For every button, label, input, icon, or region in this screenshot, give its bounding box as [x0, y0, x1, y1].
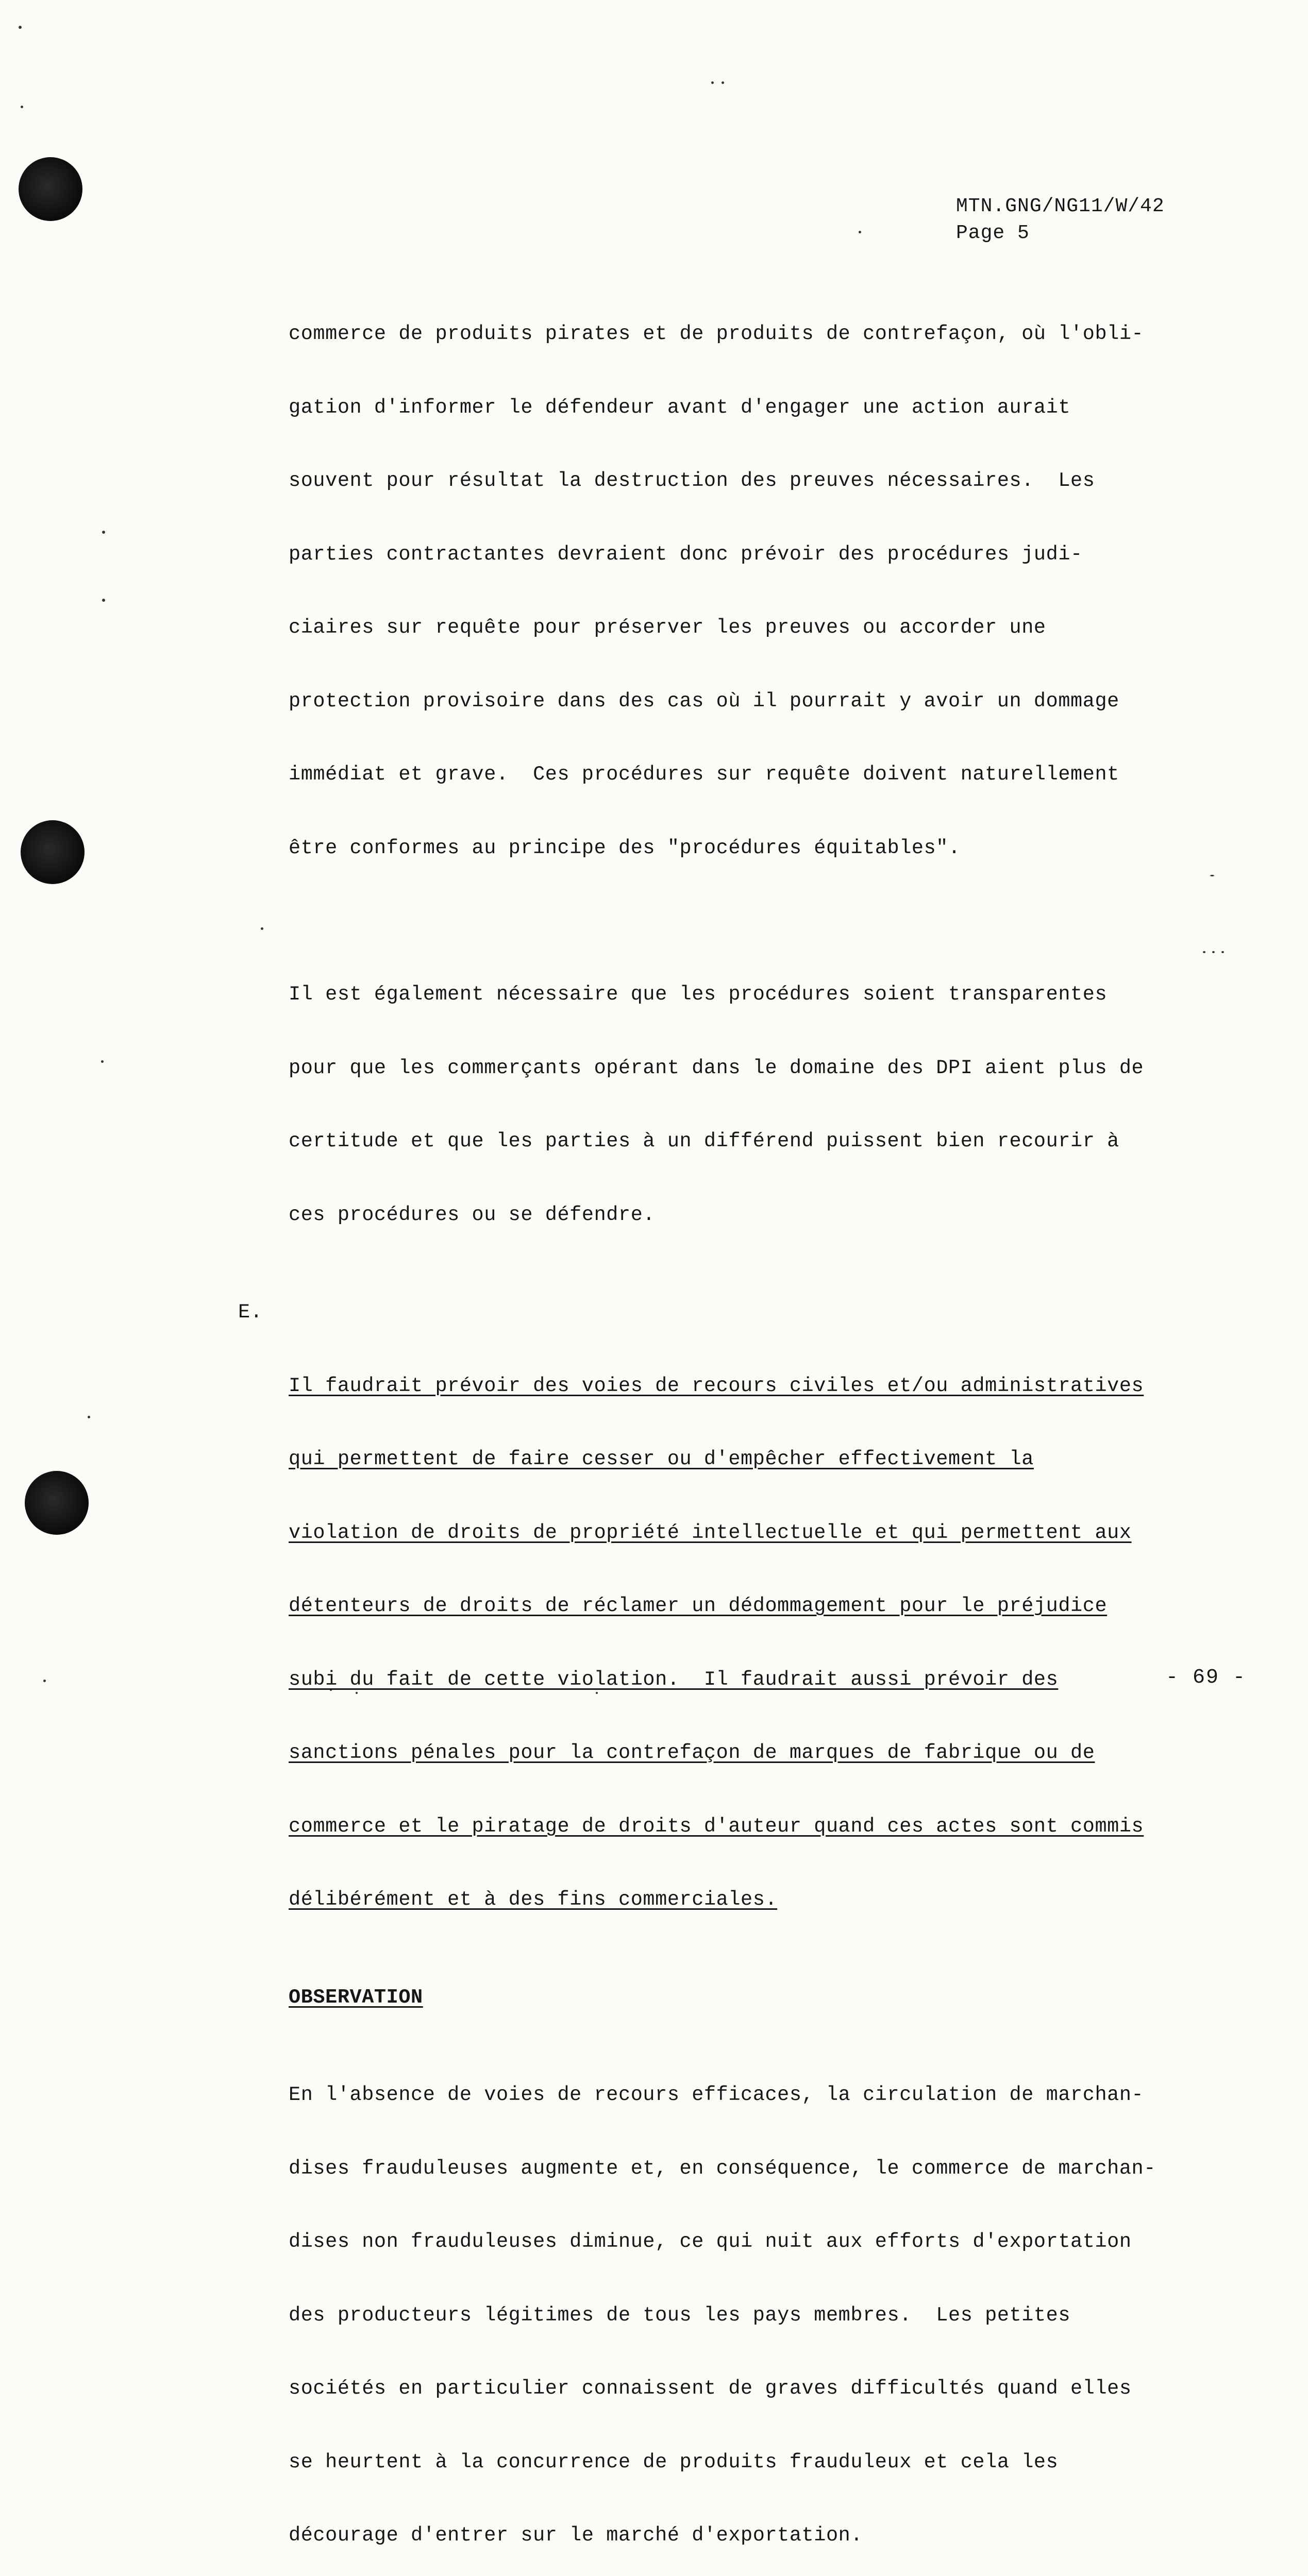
- text-line: En l'absence de voies de recours efficaces, la circulation de marchan-: [289, 2083, 1144, 2106]
- text-line: ces procédures ou se défendre.: [289, 1203, 656, 1226]
- page-label: Page 5: [956, 222, 1030, 244]
- text-line: dises non frauduleuses diminue, ce qui nuit aux efforts d'exportation: [289, 2230, 1132, 2253]
- scan-speck: [1210, 875, 1214, 876]
- scan-speck: [859, 231, 861, 233]
- scan-speck: [722, 81, 724, 84]
- scan-speck: [19, 26, 22, 29]
- scan-speck: [102, 531, 105, 534]
- text-line: dises frauduleuses augmente et, en conséquence, le commerce de marchan-: [289, 2157, 1156, 2180]
- underlined-line: qui permettent de faire cesser ou d'empêcher effectivement la: [289, 1448, 1034, 1470]
- text-line: souvent pour résultat la destruction des preuves nécessaires. Les: [289, 469, 1095, 492]
- text-line: certitude et que les parties à un différend puissent bien recourir à: [289, 1130, 1119, 1153]
- underlined-line: détenteurs de droits de réclamer un dédommagement pour le préjudice: [289, 1595, 1108, 1617]
- text-line: parties contractantes devraient donc prévoir des procédures judi-: [289, 543, 1083, 566]
- text-line: se heurtent à la concurrence de produits frauduleux et cela les: [289, 2450, 1059, 2473]
- scan-speck: [43, 1680, 46, 1682]
- document-symbol: MTN.GNG/NG11/W/42: [956, 195, 1165, 217]
- scan-speck: [261, 927, 263, 930]
- text-line: décourage d'entrer sur le marché d'exportation.: [289, 2524, 863, 2547]
- underlined-line: subi du fait de cette violation. Il faudrait aussi prévoir des: [289, 1668, 1059, 1691]
- scan-speck: [1221, 951, 1224, 953]
- text-line: gation d'informer le défendeur avant d'engager une action aurait: [289, 396, 1071, 419]
- section-e-proposal: [238, 1300, 1175, 1961]
- paragraph-continuation: [289, 273, 1175, 909]
- text-line: protection provisoire dans des cas où il pourrait y avoir un dommage: [289, 689, 1119, 713]
- text-line: Il est également nécessaire que les procédures soient transparentes: [289, 983, 1108, 1006]
- text-line: ciaires sur requête pour préserver les preuves ou accorder une: [289, 616, 1046, 639]
- scan-speck: [21, 106, 23, 108]
- document-header: [956, 193, 1165, 247]
- underlined-line: sanctions pénales pour la contrefaçon de marques de fabrique ou de: [289, 1741, 1095, 1764]
- text-line: commerce de produits pirates et de produits de contrefaçon, où l'obli-: [289, 323, 1144, 345]
- scan-speck: [1212, 951, 1215, 953]
- paragraph-absence: [289, 2034, 1175, 2576]
- underlined-line: Il faudrait prévoir des voies de recours civiles et/ou administratives: [289, 1374, 1144, 1397]
- underlined-line: délibérément et à des fins commerciales.: [289, 1888, 778, 1911]
- punch-hole-middle: [21, 820, 85, 884]
- scan-speck: [101, 1060, 104, 1063]
- scan-speck: [102, 599, 105, 602]
- page-number: - 69 -: [1166, 1666, 1247, 1689]
- paragraph-transparency: [289, 934, 1175, 1276]
- text-line: pour que les commerçants opérant dans le domaine des DPI aient plus de: [289, 1056, 1144, 1079]
- underlined-line: commerce et le piratage de droits d'auteur quand ces actes sont commis: [289, 1815, 1144, 1838]
- section-letter: E.: [238, 1301, 263, 1324]
- punch-hole-top: [19, 157, 82, 221]
- observation-heading: OBSERVATION: [289, 1986, 423, 2009]
- text-line: sociétés en particulier connaissent de graves difficultés quand elles: [289, 2377, 1132, 2400]
- text-line: immédiat et grave. Ces procédures sur requête doivent naturellement: [289, 763, 1119, 786]
- underlined-line: violation de droits de propriété intellectuelle et qui permettent aux: [289, 1521, 1132, 1544]
- text-line: des producteurs légitimes de tous les pays membres. Les petites: [289, 2303, 1071, 2327]
- document-body: [238, 273, 1175, 2576]
- scan-speck: [1203, 951, 1205, 953]
- punch-hole-bottom: [25, 1471, 89, 1535]
- scan-speck: [711, 81, 714, 84]
- text-line: être conformes au principe des "procédures équitables".: [289, 836, 961, 859]
- scan-speck: [88, 1416, 90, 1418]
